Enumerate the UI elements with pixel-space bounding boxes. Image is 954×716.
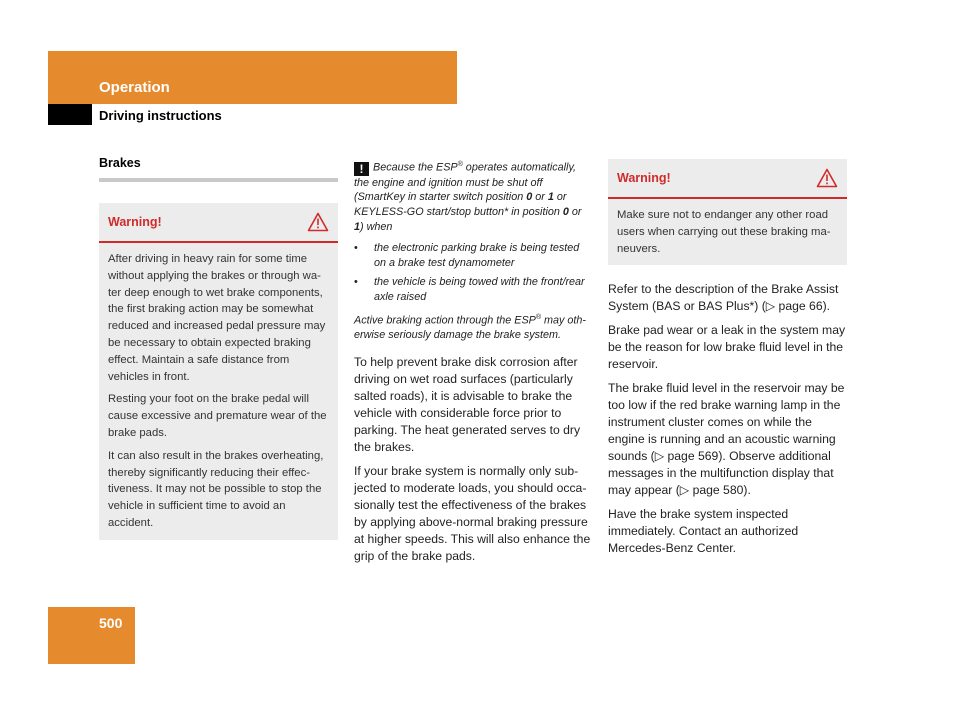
note-closing: Active braking action through the ESP® may oth-erwise seriously damage the brake system. (354, 313, 587, 342)
note-block (354, 158, 594, 343)
warning-body (99, 243, 338, 540)
warning-body (608, 199, 847, 265)
list-item: • the electronic parking brake is being tested on a brake test dynamometer (354, 241, 594, 271)
body-text (354, 354, 594, 565)
column-2 (354, 158, 594, 572)
exclamation-icon: ! (354, 162, 369, 176)
warning-header (99, 203, 338, 243)
paragraph: To help prevent brake disk corrosion after driving on wet road surfaces (particularly salted roads), it is advisable to brake the vehicle with considerable force prior to parking. The heat generated serves to dry the brakes. (354, 355, 581, 455)
warning-label: Warning! (617, 170, 671, 185)
subsection-title: Driving instructions (99, 108, 222, 123)
warning-header (608, 159, 847, 199)
warning-triangle-icon (307, 212, 329, 232)
header-marker (48, 104, 92, 125)
warning-paragraph: Make sure not to endanger any other road users when carrying out these braking ma-neuvers. (617, 209, 831, 255)
warning-box (99, 203, 338, 540)
column-1 (99, 155, 338, 540)
warning-paragraph: Resting your foot on the brake pedal will cause excessive and premature wear of the brake pads. (108, 393, 327, 439)
page-number: 500 (99, 615, 123, 631)
warning-box (608, 159, 847, 265)
list-item: • the vehicle is being towed with the front/rear axle raised (354, 275, 594, 305)
paragraph: If your brake system is normally only sub-jected to moderate loads, you should occa-sionally test the effectiveness of the brakes by applying above-normal braking pressure at higher speeds. This will also enhance the grip of the brake pads. (354, 464, 591, 564)
note-list (354, 241, 594, 305)
section-heading: Brakes (99, 155, 338, 182)
warning-paragraph: After driving in heavy rain for some time without applying the brakes or through wa-ter deep enough to wet brake components, the first braking action may be somewhat reduced and increased pedal pressure may be necessary to obtain expected braking effect. Maintain a safe distance from vehicles in front. (108, 253, 326, 383)
paragraph: Have the brake system inspected immediately. Contact an authorized Mercedes-Benz Center. (608, 507, 799, 556)
warning-paragraph: It can also result in the brakes overheating, thereby significantly reducing their effec-tiveness. It may not be possible to stop the vehicle in sufficient time to avoid an accident. (108, 449, 324, 529)
paragraph: Brake pad wear or a leak in the system may be the reason for low brake fluid level in the reservoir. (608, 323, 846, 372)
paragraph: Refer to the description of the Brake Assist System (BAS or BAS Plus*) (▷ page 66). (608, 282, 839, 314)
column-3 (608, 159, 847, 564)
paragraph: The brake fluid level in the reservoir may be too low if the red brake warning lamp in the instrument cluster comes on while the engine is running and an acoustic warning sounds (▷ page 569). Observe additional messages in the multifunction display that may appear (▷ page 580). (608, 381, 845, 498)
section-title: Operation (99, 79, 170, 96)
note-intro: ! Because the ESP® operates automatically, the engine and ignition must be shut off (SmartKey in starter switch position 0 or 1 or KEYLESS-GO start/stop button* in position 0 or 1) when (354, 161, 582, 233)
header-bar (48, 51, 457, 104)
warning-triangle-icon (816, 168, 838, 188)
warning-label: Warning! (108, 214, 162, 229)
body-text (608, 281, 847, 557)
